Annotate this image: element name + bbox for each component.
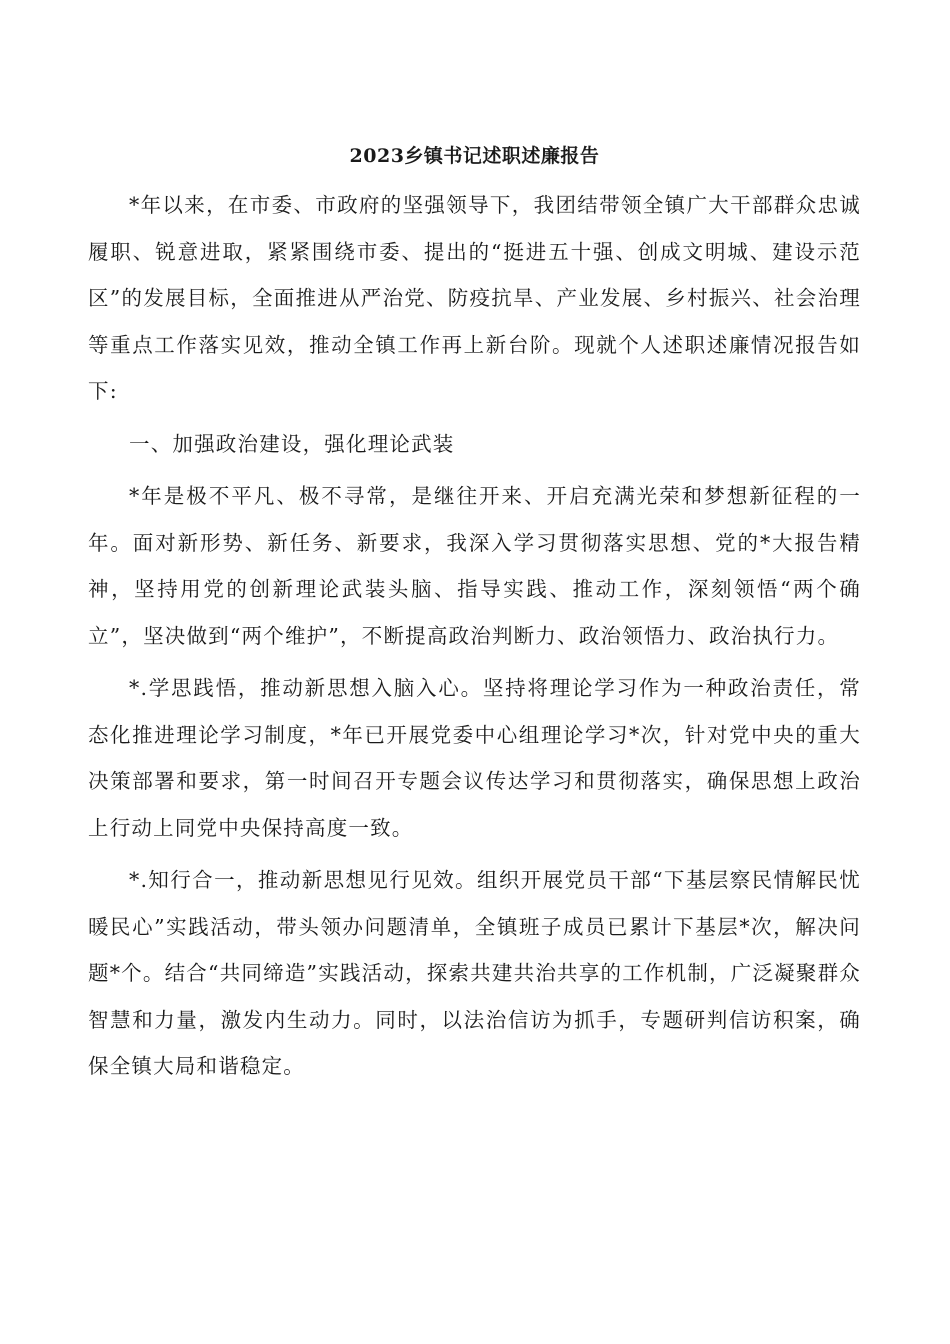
document-page (88, 138, 861, 1096)
section-1-paragraph: *年是极不平凡、极不寻常，是继往开来、开启充满光荣和梦想新征程的一年。面对新形势、新任务、新要求，我深入学习贯彻落实思想、党的*大报告精神，坚持用党的创新理论武装头脑、指导实践、推动工作，深刻领悟“两个确立”，坚决做到“两个维护”，不断提高政治判断力、政治领悟力、政治执行力。 (88, 484, 861, 648)
subsection-2-paragraph: *.知行合一，推动新思想见行见效。组织开展党员干部“下基层察民情解民忧暖民心”实践活动，带头领办问题清单，全镇班子成员已累计下基层*次，解决问题*个。结合“共同缔造”实践活动，探索共建共治共享的工作机制，广泛凝聚群众智慧和力量，激发内生动力。同时，以法治信访为抓手，专题研判信访积案，确保全镇大局和谐稳定。 (88, 868, 861, 1078)
intro-paragraph: *年以来，在市委、市政府的坚强领导下，我团结带领全镇广大干部群众忠诚履职、锐意进取，紧紧围绕市委、提出的“挺进五十强、创成文明城、建设示范区”的发展目标，全面推进从严治党、防疫抗旱、产业发展、乡村振兴、社会治理等重点工作落实见效，推动全镇工作再上新台阶。现就个人述职述廉情况报告如下: (88, 193, 861, 403)
subsection-1-paragraph: *.学思践悟，推动新思想入脑入心。坚持将理论学习作为一种政治责任，常态化推进理论学习制度，*年已开展党委中心组理论学习*次，针对党中央的重大决策部署和要求，第一时间召开专题会议传达学习和贯彻落实，确保思想上政治上行动上同党中央保持高度一致。 (88, 676, 861, 840)
document-title: 2023乡镇书记述职述廉报告 (349, 145, 600, 167)
section-heading-1: 一、加强政治建设，强化理论武装 (129, 431, 455, 456)
